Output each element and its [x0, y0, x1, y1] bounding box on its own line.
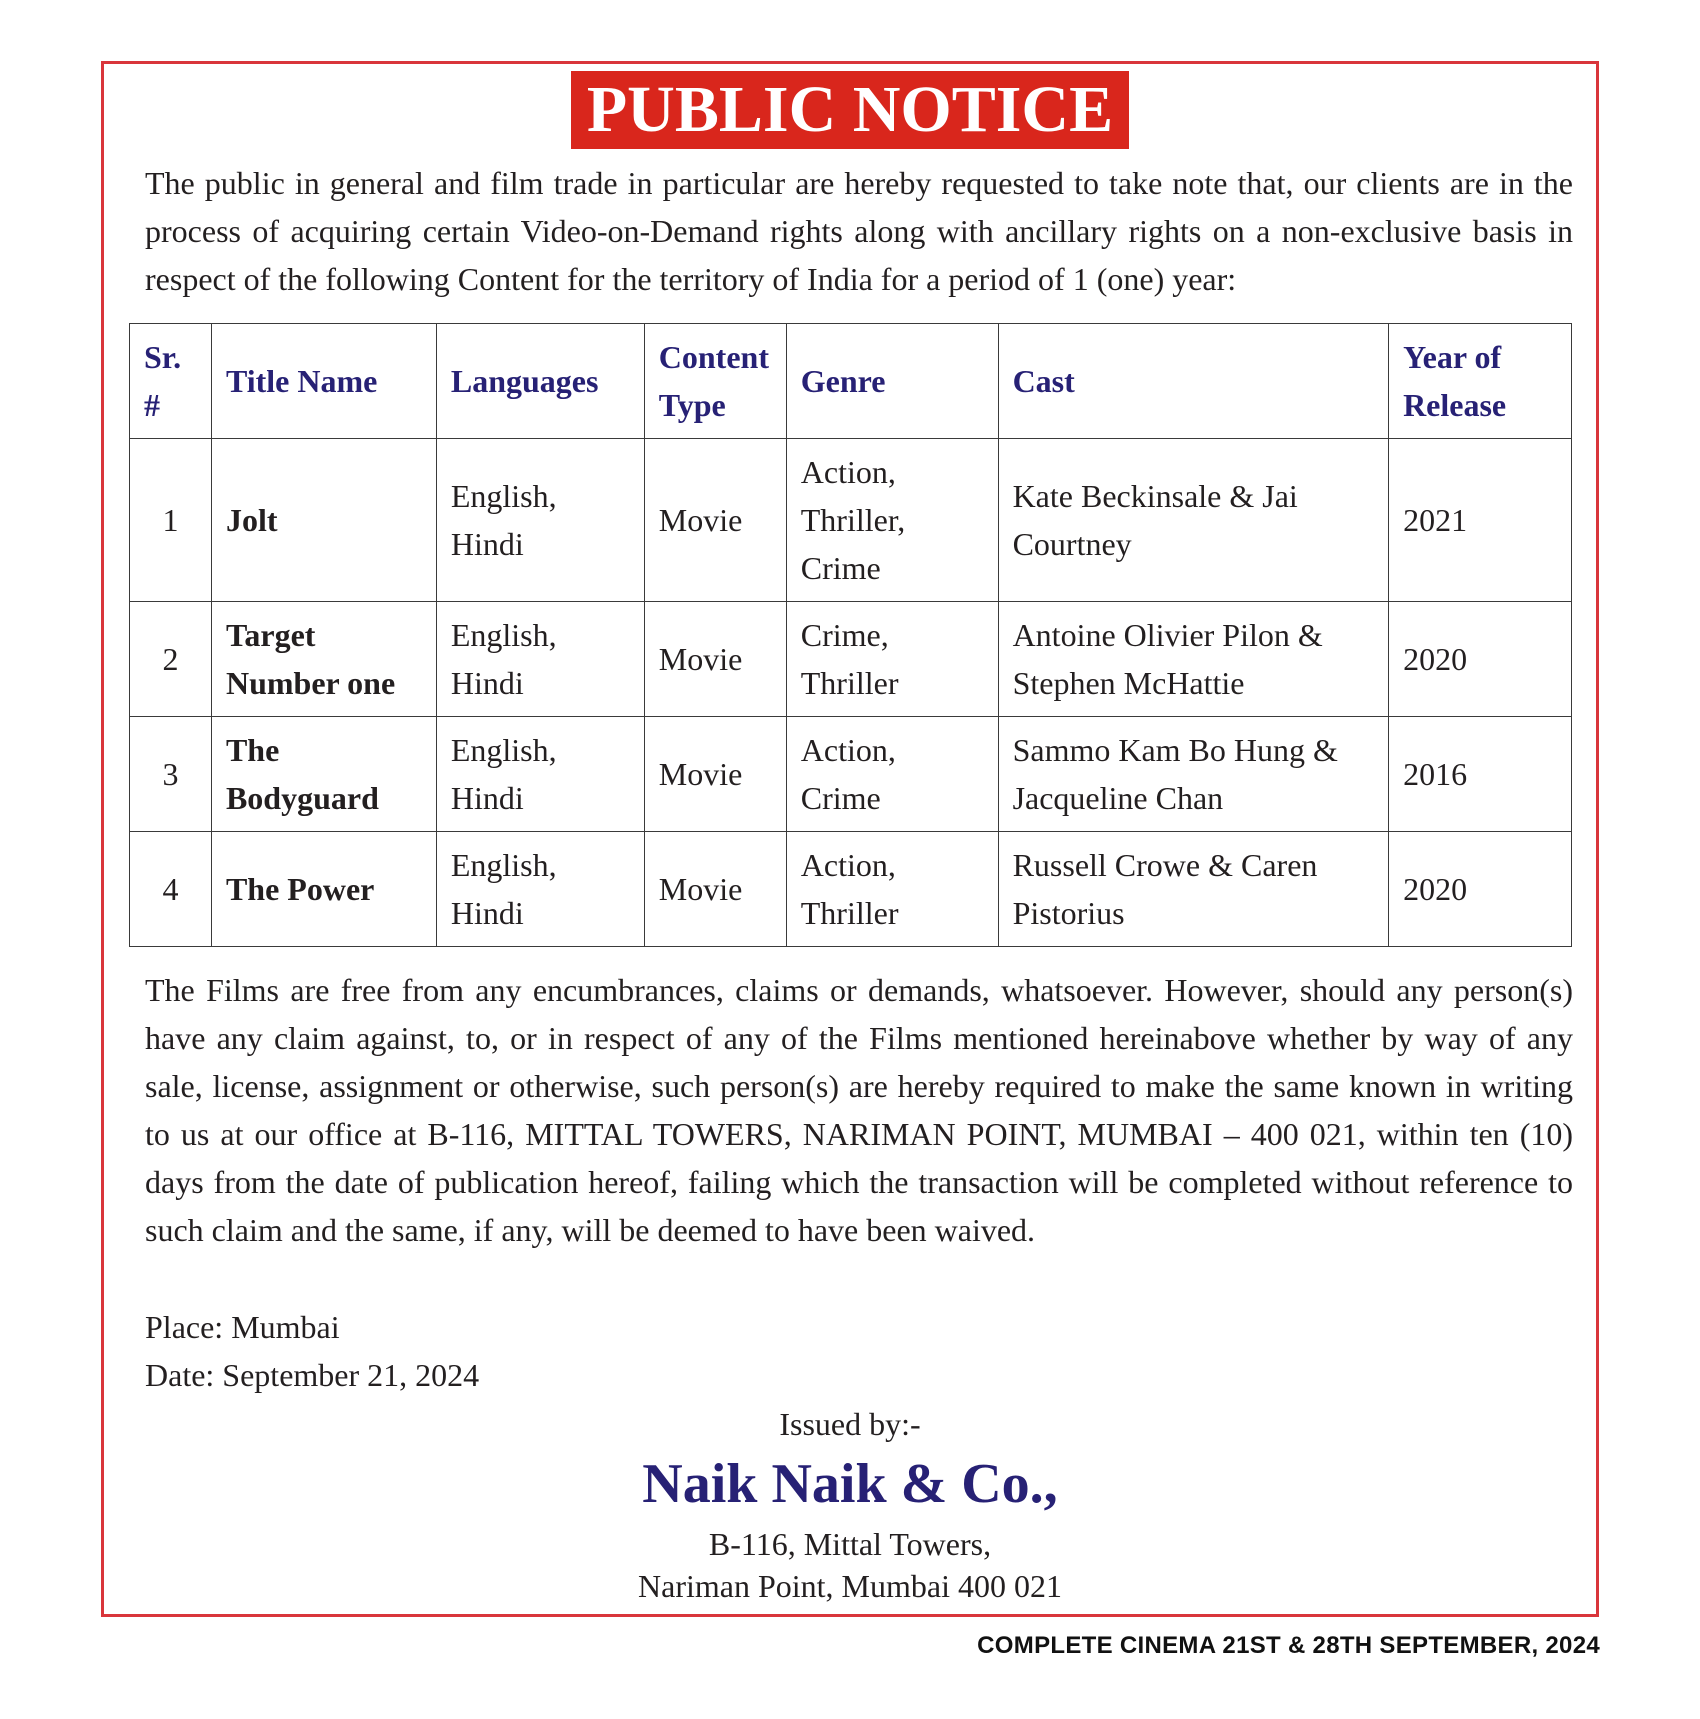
- firm-address-line2: Nariman Point, Mumbai 400 021: [638, 1568, 1062, 1604]
- cell-year: 2021: [1389, 439, 1572, 602]
- cell-cast: Sammo Kam Bo Hung & Jacqueline Chan: [998, 717, 1389, 832]
- header-title: Title Name: [211, 324, 436, 439]
- cell-cast: Russell Crowe & Caren Pistorius: [998, 832, 1389, 947]
- header-languages: Languages: [436, 324, 644, 439]
- cell-year: 2020: [1389, 602, 1572, 717]
- header-year-line1: Year of: [1403, 339, 1502, 375]
- table-row: [130, 832, 1572, 947]
- header-type-line1: Content: [658, 339, 769, 375]
- header-sr-line1: Sr.: [144, 339, 182, 375]
- table-header-row: [130, 324, 1572, 439]
- cell-languages: English, Hindi: [436, 832, 644, 947]
- header-content-type: [644, 324, 786, 439]
- cell-year: 2020: [1389, 832, 1572, 947]
- cell-type: Movie: [644, 717, 786, 832]
- notice-title: PUBLIC NOTICE: [571, 71, 1129, 149]
- claims-paragraph: The Films are free from any encumbrances, claims or demands, whatsoever. However, should any person(s) have any claim against, to, or in respect of any of the Films mentioned hereinabove whether by way of any sale, license, assignment or otherwise, such person(s) are hereby required to make the same known in writing to us at our office at B-116, MITTAL TOWERS, NARIMAN POINT, MUMBAI – 400 021, within ten (10) days from the date of publication hereof, failing which the transaction will be completed without reference to such claim and the same, if any, will be deemed to have been waived.: [145, 972, 1573, 1248]
- cell-title: The Power: [211, 832, 436, 947]
- header-year-line2: Release: [1403, 387, 1507, 423]
- firm-address-line1: B-116, Mittal Towers,: [708, 1526, 992, 1562]
- firm-name: Naik Naik & Co.,: [642, 1453, 1058, 1515]
- header-cast: Cast: [998, 324, 1389, 439]
- header-sr-line2: #: [144, 387, 160, 423]
- table-row: [130, 602, 1572, 717]
- cell-type: Movie: [644, 439, 786, 602]
- publication-footer: COMPLETE CINEMA 21ST & 28TH SEPTEMBER, 2024: [977, 1632, 1600, 1659]
- cell-languages: English, Hindi: [436, 602, 644, 717]
- cell-languages: English, Hindi: [436, 439, 644, 602]
- table-row: [130, 717, 1572, 832]
- cell-sr: 2: [130, 602, 212, 717]
- cell-type: Movie: [644, 832, 786, 947]
- notice-frame: [101, 61, 1599, 1617]
- cell-sr: 4: [130, 832, 212, 947]
- place-line: Place: Mumbai: [145, 1309, 340, 1345]
- cell-title: Target Number one: [211, 602, 436, 717]
- cell-sr: 3: [130, 717, 212, 832]
- cell-cast: Antoine Olivier Pilon & Stephen McHattie: [998, 602, 1389, 717]
- intro-paragraph: The public in general and film trade in particular are hereby requested to take note that, our clients are in the process of acquiring certain Video-on-Demand rights along with ancillary rights on a non-exclusive basis in respect of the following Content for the territory of India for a period of 1 (one) year:: [145, 165, 1573, 297]
- header-type-line2: Type: [658, 387, 726, 423]
- cell-cast: Kate Beckinsale & Jai Courtney: [998, 439, 1389, 602]
- cell-genre: Crime, Thriller: [786, 602, 998, 717]
- header-genre: Genre: [786, 324, 998, 439]
- issued-by: Issued by:-: [779, 1406, 921, 1442]
- films-table: [129, 323, 1572, 947]
- header-sr: [130, 324, 212, 439]
- cell-title: Jolt: [211, 439, 436, 602]
- cell-sr: 1: [130, 439, 212, 602]
- cell-genre: Action, Crime: [786, 717, 998, 832]
- table-row: [130, 439, 1572, 602]
- cell-year: 2016: [1389, 717, 1572, 832]
- cell-title: The Bodyguard: [211, 717, 436, 832]
- date-line: Date: September 21, 2024: [145, 1357, 480, 1393]
- cell-genre: Action, Thriller: [786, 832, 998, 947]
- cell-genre: Action, Thriller, Crime: [786, 439, 998, 602]
- header-year: [1389, 324, 1572, 439]
- cell-languages: English, Hindi: [436, 717, 644, 832]
- title-wrap: [104, 71, 1596, 149]
- cell-type: Movie: [644, 602, 786, 717]
